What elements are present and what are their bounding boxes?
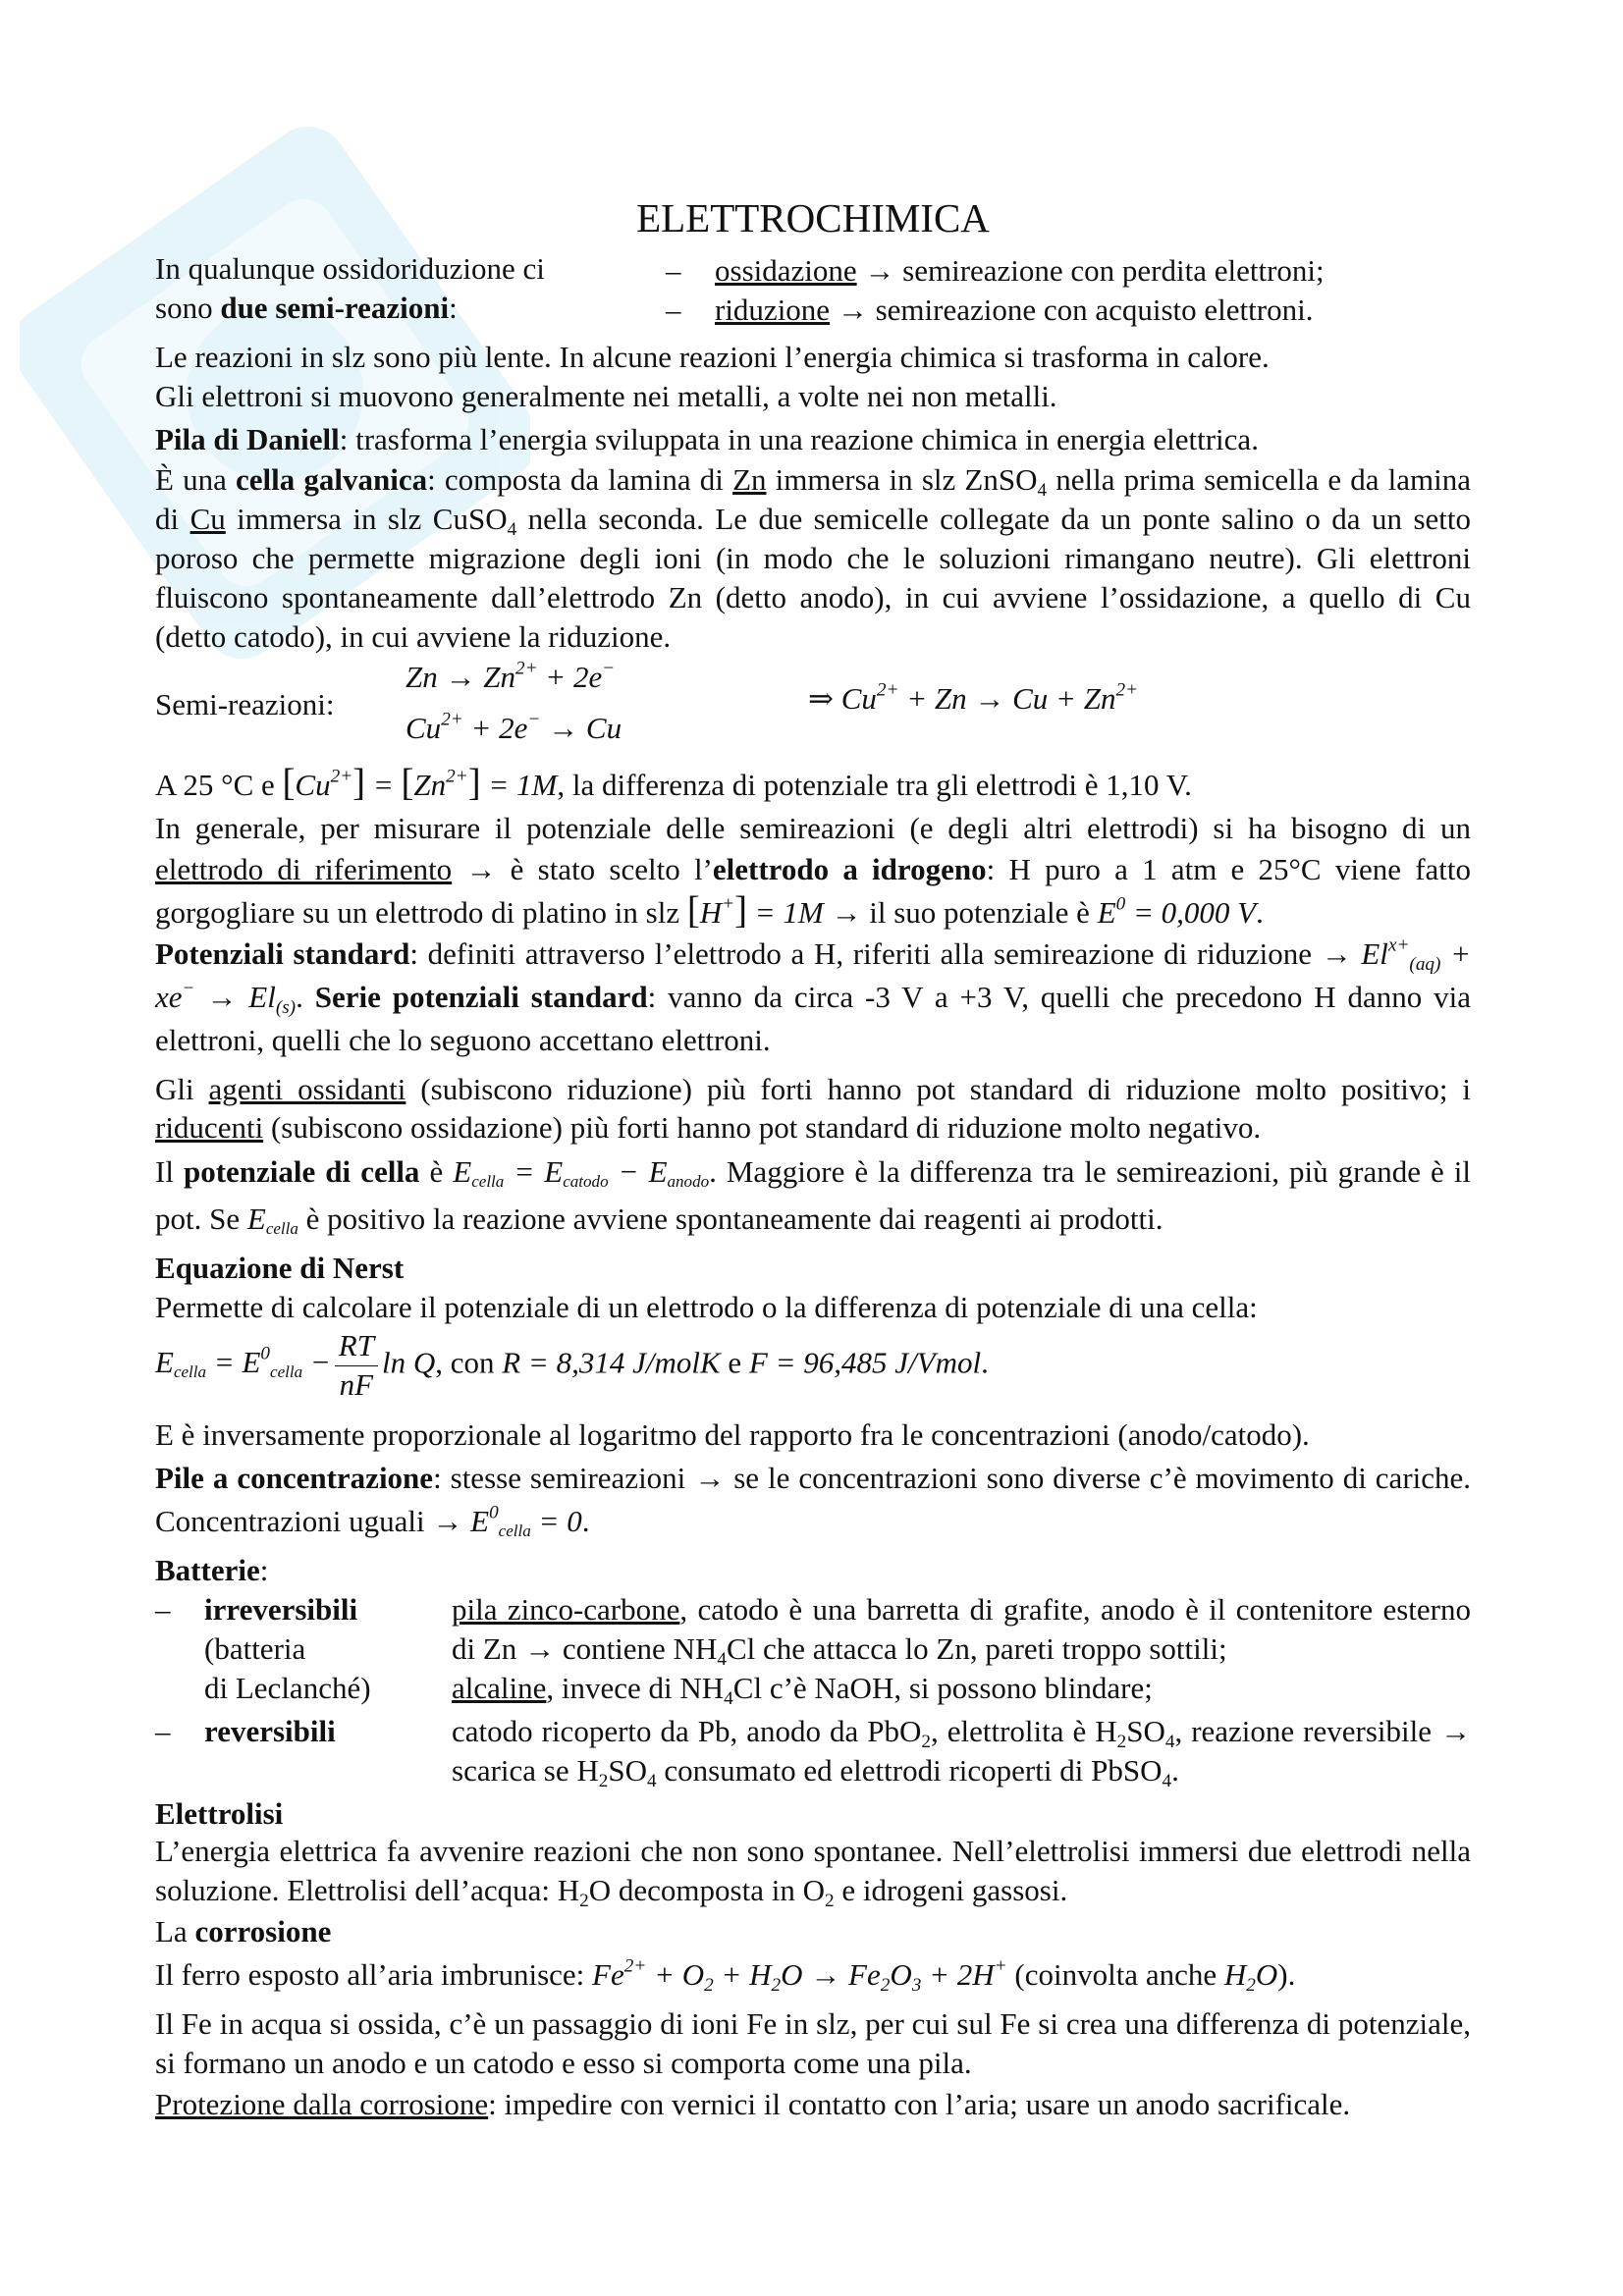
battery-reversibili-label: – reversibili — [155, 1714, 336, 1748]
paragraph-potenziale-cella: Il potenziale di cella è $E_{cella} = E_{catodo} - E_{anodo}$. Maggiore è la differenza tra le semireazioni, più grande è il pot. Se $E_{cella}$ è positivo la reazione avviene spontaneamente dai reagenti ai prodotti. — [155, 1154, 1472, 1239]
elettrolisi-heading: Elettrolisi — [155, 1796, 284, 1831]
paragraph-nernst: Permette di calcolare il potenziale di un elettrodo o la differenza di potenziale di una cella: — [155, 1290, 1258, 1324]
equation-nernst: $E_{cella} = E^0_{cella}$ − $\frac{RT}{nF}$ ln Q, con R = 8,314 J/molK e F = 96,485 J/Vmol. — [155, 1328, 989, 1402]
batterie-heading: Batterie: — [155, 1553, 269, 1587]
semi-reactions-block — [155, 658, 1471, 756]
paragraph-nernst-inversa: E è inversamente proporzionale al logaritmo del rapporto fra le concentrazioni (anodo/catodo). — [155, 1417, 1310, 1452]
paragraph-potenziali-standard: Potenziali standard: definiti attraverso l’elettrodo a H, riferiti alla semireazione di riduzione → $El^{x+}_{(aq)} + xe^- \to El_{(s)}$. Serie potenziali standard: vanno da circa -3 V a +3 V, quelli che precedono H danno via elettroni, quelli che lo seguono accettano elettroni. — [155, 934, 1472, 1057]
paragraph-25c: A 25 °C e $[Cu^{2+}] = [Zn^{2+}] = 1M$, la differenza di potenziale tra gli elettrodi è 1,10 V. — [155, 762, 1192, 804]
paragraph-fe-acqua: Il Fe in acqua si ossida, c’è un passaggio di ioni Fe in slz, per cui sul Fe si crea una differenza di potenziale, si formano un anodo e un catodo e esso si comporta come una pila. — [155, 2006, 1471, 2080]
intro-lead: In qualunque ossidoriduzione ci — [155, 251, 545, 286]
equation-zn-oxidation: $Zn \to Zn^{2+} + 2e^-$ — [406, 658, 616, 694]
paragraph-reazioni: Le reazioni in slz sono più lente. In alcune reazioni l’energia chimica si trasforma in calore. — [155, 340, 1270, 374]
paragraph-agenti: Gli agenti ossidanti (subiscono riduzione) più forti hanno pot standard di riduzione molto positivo; i riducenti (subiscono ossidazione) più forti hanno pot standard di riduzione molto negativo. — [155, 1072, 1471, 1145]
paragraph-corrosione-ferro: Il ferro esposto all’aria imbrunisce: $Fe^{2+} + O_2 + H_2O \to Fe_2O_3 + 2H^+$ (coinvolta anche $H_2O$). — [155, 1955, 1296, 1996]
paragraph-elettroni: Gli elettroni si muovono generalmente nei metalli, a volte nei non metalli. — [155, 379, 1057, 413]
list-item-ossidazione: – ossidazione → semireazione con perdita elettroni; — [666, 253, 1325, 288]
list-item-riduzione: – riduzione → semireazione con acquisto elettroni. — [666, 293, 1314, 328]
nernst-heading: Equazione di Nerst — [155, 1251, 405, 1285]
paragraph-cella-galvanica: È una cella galvanica: composta da lamina di Zn immersa in slz ZnSO$_4$ nella prima semicella e da lamina di Cu immersa in slz CuSO$_4$ nella seconda. Le due semicelle collegate da un ponte salino o da un setto poroso che permette migrazione degli ioni (in modo che le soluzioni rimangano neutre). Gli elettroni fluiscono spontaneamente dall’elettrodo Zn (detto anodo), in cui avviene l’ossidazione, a quello di Cu (detto catodo), in cui avviene la riduzione. — [155, 462, 1471, 654]
battery-reversibili-text: catodo ricoperto da Pb, anodo da PbO$_2$, elettrolita è $H_2SO_4$, reazione reversibile → scarica se $H_2SO_4$ consumato ed elettrodi ricoperti di PbSO$_4$. — [452, 1714, 1471, 1791]
intro-lead-2: sono due semi-reazioni: — [155, 291, 458, 326]
paragraph-elettrodo-riferimento: In generale, per misurare il potenziale delle semireazioni (e degli altri elettrodi) si ha bisogno di un elettrodo di riferimento → è stato scelto l’elettrodo a idrogeno: H puro a 1 atm e 25°C viene fatto gorgogliare su un elettrodo di platino in slz [H+] = 1M → il suo potenziale è $E^0 = 0,000$ V. — [155, 811, 1472, 932]
paragraph-protezione: Protezione dalla corrosione: impedire con vernici il contatto con l’aria; usare un anodo sacrificale. — [155, 2087, 1351, 2121]
paragraph-elettrolisi: L’energia elettrica fa avvenire reazioni che non sono spontanee. Nell’elettrolisi immersi due elettrodi nella soluzione. Elettrolisi dell’acqua: $H_2O$ decomposta in $O_2$ e idrogeni gassosi. — [155, 1834, 1471, 1911]
page-title: ELETTROCHIMICA — [636, 195, 990, 240]
equation-cu-reduction: $Cu^{2+} + 2e^- \to Cu$ — [406, 709, 622, 745]
battery-irreversibili-text: pila zinco-carbone, catodo è una barretta di grafite, anodo è il contenitore esterno di Zn → contiene $NH_4Cl$ che attacca lo Zn, pareti troppo sottili; alcaline, invece di $NH_4Cl$ c’è NaOH, si possono blindare; — [452, 1592, 1471, 1709]
battery-irreversibili — [155, 1590, 1471, 1713]
semi-list — [666, 251, 1325, 331]
semi-reactions-label: Semi-reazioni: — [155, 687, 335, 721]
intro-block — [155, 249, 1471, 338]
corrosione-heading: La corrosione — [155, 1914, 332, 1949]
paragraph-pile-concentrazione: Pile a concentrazione: stesse semireazioni → se le concentrazioni sono diverse c’è movimento di cariche. Concentrazioni uguali → $E^0_{cella} = 0$. — [155, 1461, 1472, 1541]
equation-overall: ⇒ $Cu^{2+} + Zn \to Cu + Zn^{2+}$ — [808, 679, 1139, 716]
battery-irreversibili-label: – irreversibili (batteria di Leclanché) — [155, 1592, 371, 1705]
battery-reversibili — [155, 1712, 1471, 1800]
paragraph-daniell: Pila di Daniell: trasforma l’energia sviluppata in una reazione chimica in energia elettrica. — [155, 422, 1259, 456]
